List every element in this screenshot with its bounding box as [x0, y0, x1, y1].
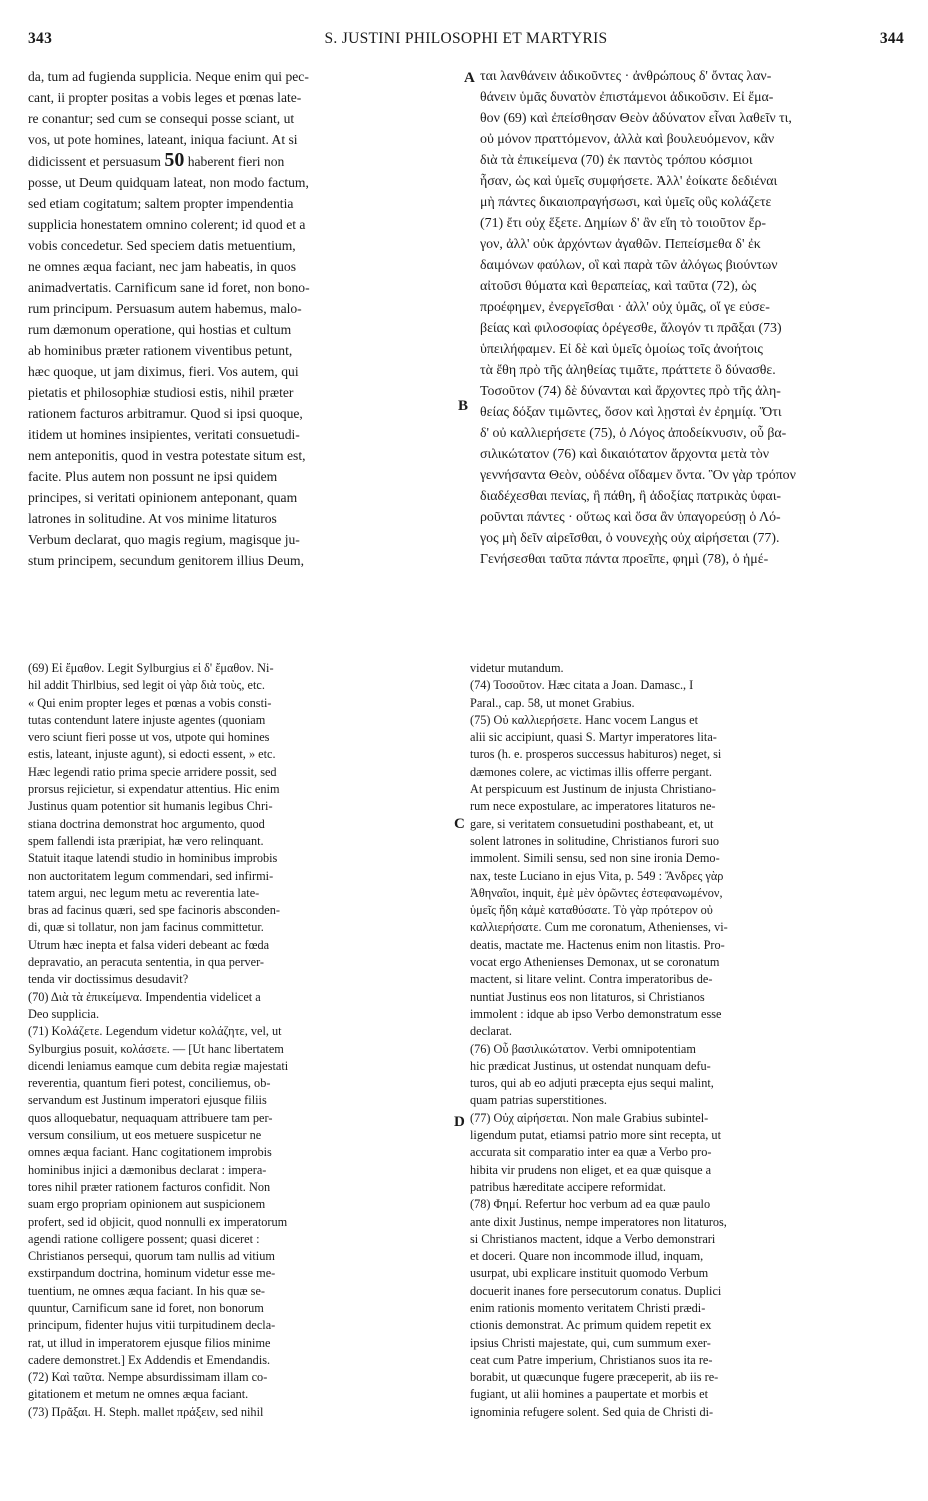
- text-line: rationem facturos arbitramur. Quod si ipsi quoque,: [28, 406, 303, 421]
- footnote-line: immolent : idque ab ipso Verbo demonstratum esse: [470, 1006, 722, 1021]
- margin-letter-d: D: [454, 1114, 465, 1130]
- latin-text-column: [28, 66, 460, 571]
- footnote-line: depravatio, an peracuta sententia, in qua perver-: [28, 955, 265, 970]
- footnote-line: ceat cum Patre imperium, Christianos suos ita re-: [470, 1352, 713, 1367]
- footnote-line: tenda vir doctissimus desudavit?: [28, 972, 189, 987]
- footnote-line: At perspicuum est Justinum de injusta Christiano-: [470, 782, 716, 797]
- footnote-line: principum, fidenter hujus vitii turpitudinem decla-: [28, 1318, 276, 1333]
- footnote-line: vero sciunt fieri posse ut vos, utpote qui homines: [28, 730, 270, 745]
- footnote-line: turos (h. e. prosperos successus habituros) neget, si: [470, 747, 722, 762]
- footnote-line: di, quæ si tollatur, non jam facinus committetur.: [28, 920, 264, 935]
- text-line: γεννήσαντα Θεὸν, οὐδένα οἴδαμεν ὄντα. Ὃν γὰρ τρόπον: [480, 468, 796, 483]
- footnote-line: (71) Κολάζετε. Legendum videtur κολάζητε, vel, ut: [28, 1024, 282, 1039]
- footnote-line: rum nece expostulare, ac imperatores litaturos ne-: [470, 799, 716, 814]
- footnote-line: spem fallendi ista præripiat, hæ vero relinquant.: [28, 833, 264, 848]
- text-line: supplicia honestatem omnino colerent; id quod et a: [28, 217, 306, 232]
- text-line: rum principum. Persuasum autem habemus, malo-: [28, 301, 302, 316]
- footnote-line: gare, si veritatem consuetudini posthabeant, et, ut: [470, 816, 714, 831]
- text-line: vobis concedetur. Sed speciem datis metuentium,: [28, 238, 296, 253]
- text-line: Γενήσεσθαι ταῦτα πάντα προεῖπε, φημὶ (78), ὁ ἡμέ-: [480, 552, 769, 567]
- text-line: re conantur; sed cum se consequi posse sciant, ut: [28, 111, 295, 126]
- footnote-line: nax, teste Luciano in ejus Vita, p. 549 : Ἄνδρες γὰρ: [470, 868, 724, 883]
- text-line: προέφημεν, ἐνεργεῖσθαι · ἀλλ' οὐχ ὑμᾶς, οἵ γε εὐσε-: [480, 300, 770, 315]
- footnote-line: suam ergo propriam opinionem aut suspicionem: [28, 1197, 266, 1212]
- footnote-line: hominibus injici a dæmonibus declarat : impera-: [28, 1162, 267, 1177]
- text-line: θον (69) καὶ ἐπείσθησαν Θεὸν ἀδύνατον εἶναι λαθεῖν τι,: [480, 111, 792, 126]
- greek-text-column: [480, 66, 910, 570]
- footnote-line: estis, lateant, injuste agunt), si edocti essent, » etc.: [28, 747, 276, 762]
- footnote-line: ipsius Christi majestate, qui, cum summum exer-: [470, 1335, 711, 1350]
- text-fragment: haberent fieri non: [187, 154, 285, 169]
- footnote-line: exstirpandum doctrina, hominum videtur esse me-: [28, 1266, 276, 1281]
- text-line: ab hominibus præter rationem viventibus petunt,: [28, 343, 293, 358]
- footnote-line: videtur mutandum.: [470, 661, 564, 675]
- text-line: ται λανθάνειν ἀδικοῦντες · ἀνθρώπους δ' ὄντας λαν-: [480, 69, 772, 84]
- footnote-line: quos alloquebatur, nequaquam attribuere tam per-: [28, 1110, 273, 1125]
- text-fragment: didicissent et persuasum: [28, 154, 161, 169]
- footnote-line: bras ad facinus quæri, sed spe facinoris absconden-: [28, 903, 281, 918]
- footnote-line: quam patrias superstitiones.: [470, 1093, 607, 1108]
- footnote-line: ignominia refugere solent. Sed quia de Christi di-: [470, 1404, 714, 1419]
- text-line: da, tum ad fugienda supplicia. Neque enim qui pec-: [28, 69, 309, 84]
- footnote-line: deatis, mactate me. Hactenus enim non litastis. Pro-: [470, 937, 725, 952]
- text-line: vos, ut pote homines, lateant, iniqua faciunt. At si: [28, 132, 298, 147]
- page-number-left: 343: [28, 30, 53, 47]
- footnote-line: enim rationis momento veritatem Christi prædi-: [470, 1300, 706, 1315]
- text-line: facite. Plus autem non possunt ne ipsi quidem: [28, 469, 278, 484]
- footnote-line: prorsus rejicietur, si expendatur attentius. Hic enim: [28, 782, 280, 797]
- footnote-line: vocat ergo Athenienses Demonax, ut se coronatum: [470, 955, 720, 970]
- footnote-line: (70) Διὰ τὰ ἐπικείμενα. Impendentia videlicet a: [28, 989, 261, 1004]
- text-line: οὐ μόνον πραττόμενον, ἀλλὰ καὶ βουλευόμενον, κἂν: [480, 132, 775, 147]
- text-line: αἰτοῦσι θύματα καὶ θεραπείας, καὶ ταῦτα (72), ὡς: [480, 279, 757, 294]
- footnotes-right-column: [470, 660, 906, 1421]
- footnote-line: Ἀθηναῖοι, inquit, ἐμὲ μὲν ὁρῶντες ἐστεφανωμένον,: [470, 885, 723, 900]
- footnote-line: profert, sed id objicit, quod nonnulli ex imperatorum: [28, 1214, 288, 1229]
- text-line: cant, ii propter positas a vobis leges et pœnas late-: [28, 90, 302, 105]
- footnote-line: Christianos persequi, quorum tam nullis ad vitium: [28, 1249, 275, 1264]
- text-line: stum principem, secundum genitorem illius Deum,: [28, 553, 304, 568]
- footnote-line: καλλιερήσατε. Cum me coronatum, Athenienses, vi-: [470, 920, 728, 935]
- footnote-line: solent latrones in solitudine, Christianos furori suo: [470, 833, 719, 848]
- text-line: σιλικώτατον (76) καὶ δικαιότατον ἄρχοντα μετὰ τὸν: [480, 447, 769, 462]
- footnote-line: (78) Φημί. Refertur hoc verbum ad ea quæ paulo: [470, 1197, 711, 1212]
- footnote-line: agendi ratione colligere possent; quasi diceret :: [28, 1231, 260, 1246]
- footnote-line: quuntur, Carnificum sane id foret, non bonorum: [28, 1300, 264, 1315]
- text-line: διαδέχεσθαι πενίας, ἢ πάθη, ἢ ἀδοξίας πατρικὰς ὑφαι-: [480, 489, 782, 504]
- footnote-line: et doceri. Quare non incommode illud, inquam,: [470, 1249, 704, 1264]
- footnote-line: si Christianos mactent, idque a Verbo demonstrari: [470, 1231, 716, 1246]
- footnote-line: ante dixit Justinus, nempe imperatores non litaturos,: [470, 1214, 727, 1229]
- footnote-line: alii sic accipiunt, quasi S. Martyr imperatores lita-: [470, 730, 717, 745]
- footnote-line: Justinus quam potentior sit humanis legibus Chri-: [28, 799, 273, 814]
- text-line: δ' οὐ καλλιερήσετε (75), ὁ Λόγος ἀποδείκνυσιν, οὗ βα-: [480, 426, 787, 441]
- footnote-line: cadere demonstret.] Ex Addendis et Emendandis.: [28, 1352, 271, 1367]
- text-line: nem anteponitis, quod in vestra potestate situm est,: [28, 448, 306, 463]
- footnote-line: declarat.: [470, 1024, 512, 1039]
- text-line: δαιμόνων φαύλων, οἳ καὶ παρὰ τῶν ἀλόγως βιούντων: [480, 258, 778, 273]
- footnote-line: Utrum hæc inepta et falsa videri debeant ac fœda: [28, 937, 270, 952]
- text-line: ροῦνται πάντες · οὕτως καὶ ὅσα ἂν ὑπαγορεύσῃ ὁ Λό-: [480, 510, 781, 525]
- text-line: διὰ τὰ ἐπικείμενα (70) ἐκ παντὸς τρόπου κόσμιοι: [480, 153, 753, 168]
- text-line: (71) ἔτι οὐχ ἕξετε. Δημίων δ' ἂν εἴη τὸ τοιοῦτον ἔρ-: [480, 216, 767, 231]
- footnote-line: (76) Οὗ βασιλικώτατον. Verbi omnipotentiam: [470, 1041, 696, 1056]
- footnote-line: patribus hæreditate accipere reformidat.: [470, 1179, 666, 1194]
- footnote-line: docuerit inanes fore persecutorum conatus. Duplici: [470, 1283, 722, 1298]
- footnote-line: usurpat, ubi explicare instituit quomodo Verbum: [470, 1266, 709, 1281]
- footnote-line: « Qui enim propter leges et pœnas a vobis consti-: [28, 695, 272, 710]
- footnote-line: mactent, si litare velint. Contra imperatoribus de-: [470, 972, 713, 987]
- footnote-line: ligendum putat, etiamsi patrio more sint recepta, ut: [470, 1128, 721, 1143]
- footnote-line: tores nihil præter rationem facturos confidit. Non: [28, 1179, 271, 1194]
- running-header: [28, 30, 904, 52]
- footnote-line: tutas contendunt latere injuste agentes (quoniam: [28, 712, 266, 727]
- footnote-line: hibita vir prudens non eliget, et ea quæ quisque a: [470, 1162, 712, 1177]
- text-line: pietatis et philosophiæ studiosi estis, nihil præter: [28, 385, 294, 400]
- footnote-line: (74) Τοσοῦτον. Hæc citata a Joan. Damasc., I: [470, 678, 694, 693]
- footnote-line: dæmones colere, ac victimas illis offerre pergant.: [470, 764, 712, 779]
- text-line-with-number: [28, 150, 460, 172]
- text-line: θείας δόξαν τιμῶντες, ὅσον καὶ λῃσταὶ ἐν ἐρημίᾳ. Ὅτι: [480, 405, 782, 420]
- footnote-line: hil addit Thirlbius, sed legit οἱ γὰρ διὰ τοὺς, etc.: [28, 678, 265, 693]
- text-line: Τοσοῦτον (74) δὲ δύνανται καὶ ἄρχοντες πρὸ τῆς ἀλη-: [480, 384, 781, 399]
- margin-letter-b: B: [458, 398, 469, 414]
- footnote-line: Statuit itaque latendi studio in hominibus improbis: [28, 851, 278, 866]
- text-line: τὰ ἔθη πρὸ τῆς ἀληθείας τιμᾶτε, πράττετε ὃ δύνασθε.: [480, 363, 776, 378]
- text-line: posse, ut Deum quidquam lateat, non modo factum,: [28, 175, 309, 190]
- footnote-line: (72) Καὶ ταῦτα. Nempe absurdissimam illam co-: [28, 1370, 268, 1385]
- footnote-line: gitationem et metum ne omnes æqua faciant.: [28, 1387, 249, 1402]
- text-line: latrones in solitudine. At vos minime litaturos: [28, 511, 277, 526]
- footnote-line: Sylburgius posuit, κολάσετε. — [Ut hanc libertatem: [28, 1041, 284, 1056]
- footnote-line: hic prædicat Justinus, ut ostendat nunquam defu-: [470, 1058, 711, 1073]
- footnote-line: immolent. Simili sensu, sed non sine ironia Demo-: [470, 851, 720, 866]
- footnote-line: tatem argui, nec legum metu ac reverentia late-: [28, 885, 260, 900]
- text-line: ἦσαν, ὡς καὶ ὑμεῖς συμφήσετε. Ἀλλ' ἐοίκατε δεδιέναι: [480, 174, 778, 189]
- text-line: Verbum declarat, quo magis regium, magisque ju-: [28, 532, 300, 547]
- footnote-divider: [28, 652, 900, 653]
- text-line: θάνειν ὑμᾶς δυνατὸν ἐπιστάμενοι ἀδικοῦσιν. Εἰ ἔμα-: [480, 90, 774, 105]
- margin-letter-c: C: [454, 816, 465, 832]
- footnote-line: (75) Οὐ καλλιερήσετε. Hanc vocem Langus et: [470, 712, 699, 727]
- footnote-line: Paral., cap. 58, ut monet Grabius.: [470, 695, 635, 710]
- inline-page-number: 50: [164, 149, 185, 171]
- footnote-line: (73) Πρᾶξαι. H. Steph. mallet πράξειν, sed nihil: [28, 1404, 264, 1419]
- text-line: rum dæmonum operatione, qui hostias et cultum: [28, 322, 292, 337]
- footnotes-left-column: [28, 660, 460, 1421]
- footnote-line: nuntiat Justinus eos non litaturos, si Christianos: [470, 989, 705, 1004]
- footnote-line: versum consilium, ut eos metuere suspicetur ne: [28, 1128, 262, 1143]
- text-line: principes, si veritati opinionem anteponant, quam: [28, 490, 298, 505]
- footnote-line: fugiant, ut alii homines a paupertate et morbis et: [470, 1387, 709, 1402]
- text-line: ne omnes æqua faciant, nec jam habeatis, in quos: [28, 259, 297, 274]
- footnote-line: ὑμεῖς ἤδη κἀμὲ καταθύσατε. Τὸ γὰρ πρότερον οὐ: [470, 903, 713, 918]
- text-line: ὑπειλήφαμεν. Εἰ δὲ καὶ ὑμεῖς ὁμοίως τοῖς ἀνοήτοις: [480, 342, 763, 357]
- running-title: S. JUSTINI PHILOSOPHI ET MARTYRIS: [324, 30, 608, 47]
- text-line: βείας καὶ φιλοσοφίας ὀρέγεσθε, ἄλογόν τι πρᾶξαι (73): [480, 321, 782, 336]
- text-line: γον, ἀλλ' οὐκ ἀρχόντων ἀγαθῶν. Πεπείσμεθα δ' ἐκ: [480, 237, 761, 252]
- footnote-line: reverentia, quantum fieri potest, conciliemus, ob-: [28, 1076, 271, 1091]
- footnote-line: turos, qui ab eo adjuti præcepta ejus sequi malint,: [470, 1076, 714, 1091]
- footnote-line: Deo supplicia.: [28, 1006, 100, 1021]
- footnote-line: dicendi leniamus eamque cum debita regiæ majestati: [28, 1058, 289, 1073]
- margin-letter-a: A: [464, 70, 475, 86]
- footnote-line: rat, ut illud in imperatorem ejusque filios minime: [28, 1335, 271, 1350]
- footnote-line: non auctoritatem legum commendari, sed infirmi-: [28, 868, 274, 883]
- footnote-line: Hæc legendi ratio prima specie arridere possit, sed: [28, 764, 277, 779]
- text-line: hæc quoque, ut jam diximus, fieri. Vos autem, qui: [28, 364, 299, 379]
- footnote-line: tuentium, ne omnes æqua faciant. In his quæ se-: [28, 1283, 266, 1298]
- text-line: itidem ut homines insipientes, veritati consuetudi-: [28, 427, 300, 442]
- footnote-line: borabit, ut quæcunque fugere præceperit, ab iis re-: [470, 1370, 719, 1385]
- page-number-right: 344: [879, 30, 904, 47]
- footnote-line: servandum est Justinum imperatori ejusque filiis: [28, 1093, 267, 1108]
- footnote-line: ctionis demonstrat. Ac primum quidem repetit ex: [470, 1318, 712, 1333]
- footnote-line: stiana doctrina demonstrat hoc argumento, quod: [28, 816, 265, 831]
- footnote-line: (77) Οὐχ αἱρήσεται. Non male Grabius subintel-: [470, 1110, 709, 1125]
- text-line: μὴ πάντες δικαιοπραγήσωσι, καὶ ὑμεῖς οὓς κολάζετε: [480, 195, 772, 210]
- footnote-line: (69) Εἰ ἔμαθον. Legit Sylburgius εἰ δ' ἔμαθον. Ni-: [28, 661, 274, 675]
- footnote-line: accurata sit comparatio inter ea quæ a Verbo pro-: [470, 1145, 712, 1160]
- text-line: γος μὴ δεῖν αἱρεῖσθαι, ὁ νουνεχὴς οὐχ αἱρήσεται (77).: [480, 531, 780, 546]
- text-line: sed etiam cogitatum; saltem propter impendentia: [28, 196, 294, 211]
- footnote-line: omnes æqua faciant. Hanc cogitationem improbis: [28, 1145, 272, 1160]
- text-line: animadvertatis. Carnificum sane id foret, non bono-: [28, 280, 310, 295]
